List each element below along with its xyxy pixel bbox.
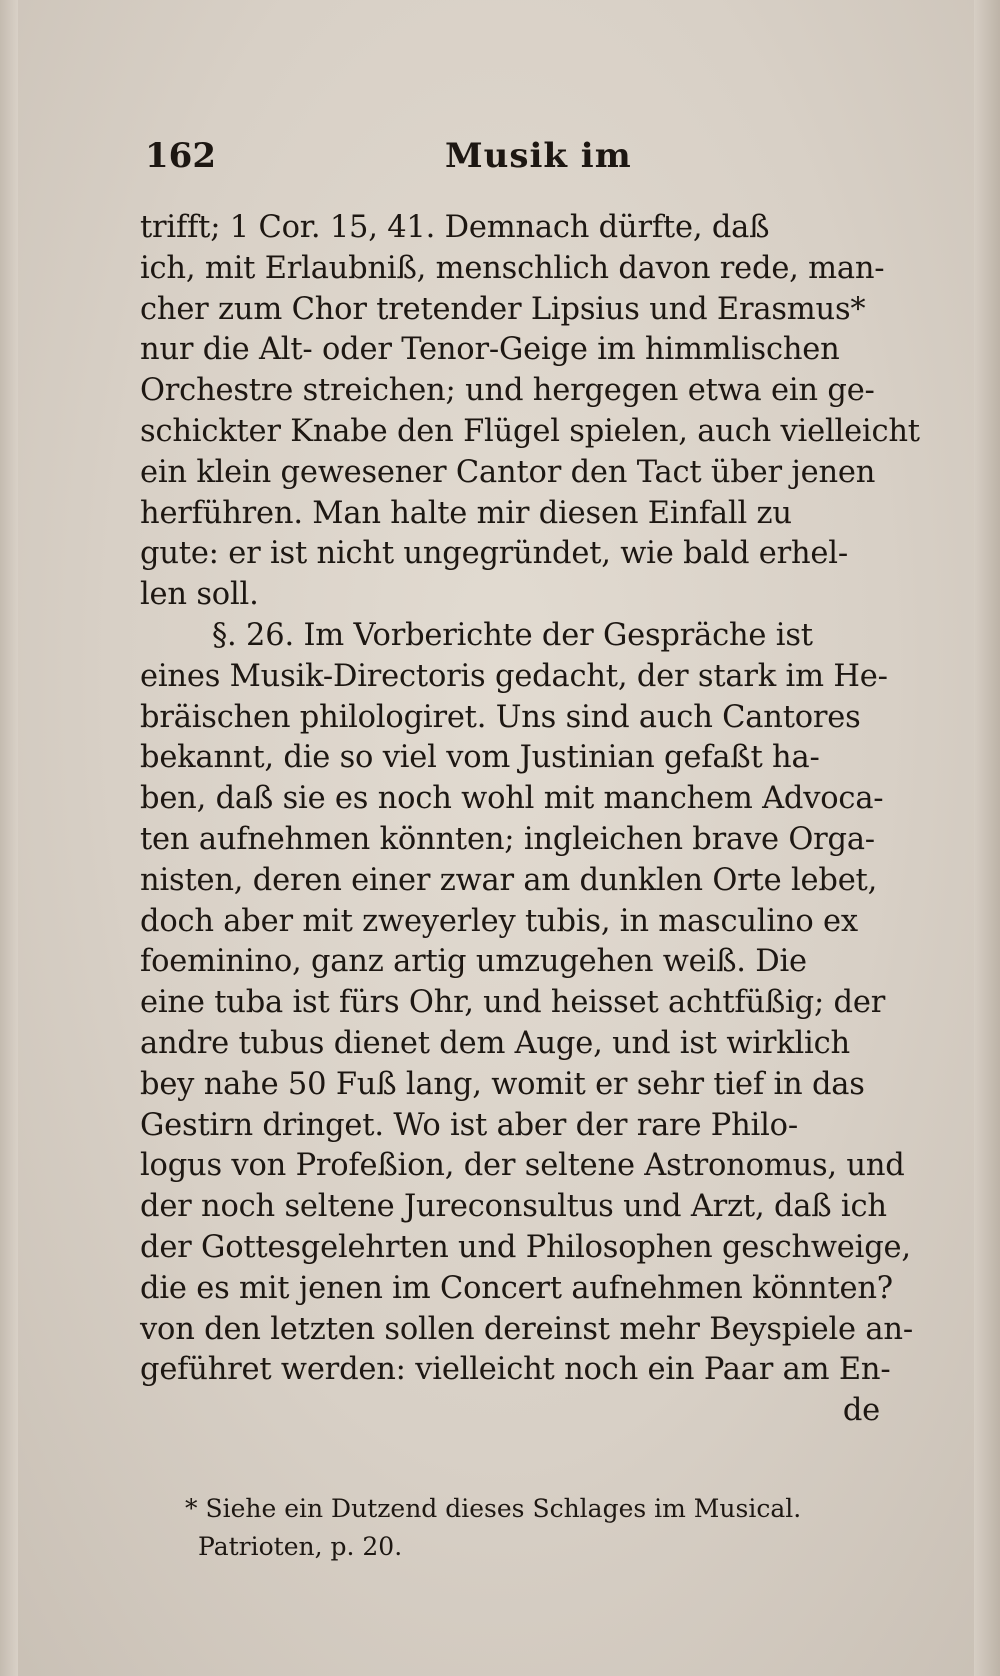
text-line: nur die Alt- oder Tenor-Geige im himmlischen	[140, 332, 840, 368]
catchword: de	[842, 1393, 880, 1429]
text-line: cher zum Chor tretender Lipsius und Erasmus*	[140, 291, 866, 327]
text-line: nisten, deren einer zwar am dunklen Orte lebet,	[140, 862, 878, 898]
footnote-line: * Siehe ein Dutzend dieses Schlages im Musical.	[185, 1493, 802, 1523]
page-right-edge	[974, 0, 1000, 1676]
text-line: ben, daß sie es noch wohl mit manchem Advoca-	[140, 781, 884, 817]
text-line: trifft; 1 Cor. 15, 41. Demnach dürfte, daß	[140, 210, 770, 245]
body-text	[140, 208, 920, 1432]
text-line: ten aufnehmen könnten; ingleichen brave Orga-	[140, 821, 875, 857]
text-line: schickter Knabe den Flügel spielen, auch vielleicht	[140, 413, 920, 449]
text-line: ein klein gewesener Cantor den Tact über jenen	[140, 454, 876, 490]
footnote-line: Patrioten, p. 20.	[198, 1531, 403, 1561]
text-line: von den letzten sollen dereinst mehr Beyspiele an-	[140, 1311, 913, 1347]
text-line: bekannt, die so viel vom Justinian gefaßt ha-	[140, 740, 820, 776]
text-line: die es mit jenen im Concert aufnehmen könnten?	[140, 1270, 893, 1306]
page-number: 162	[145, 136, 216, 176]
text-line: ich, mit Erlaubniß, menschlich davon rede, man-	[140, 250, 885, 286]
page-header	[140, 120, 900, 180]
text-line: len soll.	[140, 577, 259, 613]
text-line: andre tubus dienet dem Auge, und ist wirklich	[140, 1025, 850, 1061]
footnote	[140, 1490, 900, 1566]
running-head: Musik im	[445, 136, 632, 176]
text-line: bey nahe 50 Fuß lang, womit er sehr tief in das	[140, 1066, 865, 1102]
text-line: foeminino, ganz artig umzugehen weiß. Die	[140, 944, 807, 980]
text-line: §. 26. Im Vorberichte der Gespräche ist	[212, 617, 813, 653]
page-content	[140, 120, 920, 1566]
page-left-edge	[0, 0, 18, 1676]
text-line: herführen. Man halte mir diesen Einfall zu	[140, 495, 792, 531]
text-line: bräischen philologiret. Uns sind auch Cantores	[140, 699, 861, 735]
text-line: eines Musik-Directoris gedacht, der stark im He-	[140, 658, 888, 694]
text-line: logus von Profeßion, der seltene Astronomus, und	[140, 1148, 905, 1184]
text-line: der noch seltene Jureconsultus und Arzt, daß ich	[140, 1189, 887, 1225]
text-line: doch aber mit zweyerley tubis, in masculino ex	[140, 903, 858, 939]
show-through-text	[130, 1408, 850, 1436]
text-line: gute: er ist nicht ungegründet, wie bald erhel-	[140, 536, 848, 572]
text-line: Gestirn dringet. Wo ist aber der rare Philo-	[140, 1107, 798, 1143]
text-line: der Gottesgelehrten und Philosophen geschweige,	[140, 1229, 911, 1265]
text-line: Orchestre streichen; und hergegen etwa ein ge-	[140, 373, 875, 409]
text-line: geführet werden: vielleicht noch ein Paar am En-	[140, 1352, 891, 1388]
text-line: eine tuba ist fürs Ohr, und heisset achtfüßig; der	[140, 985, 886, 1021]
